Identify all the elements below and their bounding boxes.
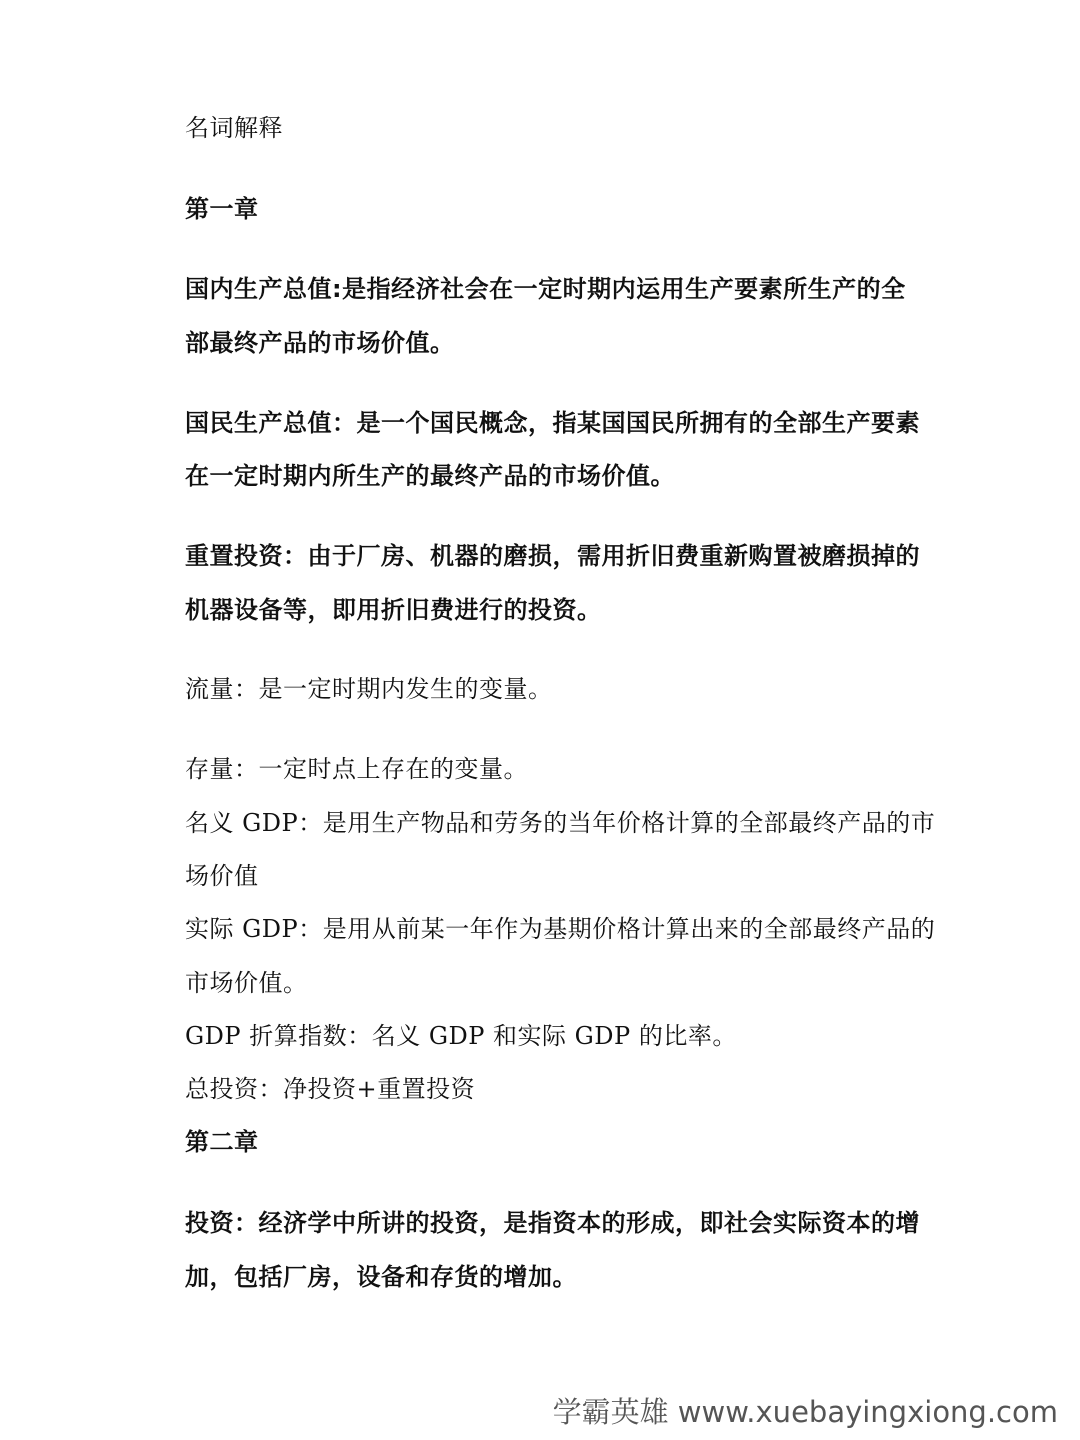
investment-definition-line-2: 加，包括厂房，设备和存货的增加。 <box>185 1263 577 1291</box>
replacement-investment-line-2: 机器设备等，即用折旧费进行的投资。 <box>185 596 602 624</box>
replacement-investment-line-1: 重置投资：由于厂房、机器的磨损，需用折旧费重新购置被磨损掉的 <box>185 542 920 570</box>
stock-definition: 存量：一定时点上存在的变量。 <box>185 755 528 783</box>
gdp-definition-line-1: 国内生产总值:是指经济社会在一定时期内运用生产要素所生产的全 <box>185 275 906 303</box>
investment-definition-line-1: 投资：经济学中所讲的投资，是指资本的形成，即社会实际资本的增 <box>185 1209 920 1237</box>
nominal-gdp-line-1: 名义 GDP：是用生产物品和劳务的当年价格计算的全部最终产品的市 <box>185 809 936 837</box>
chapter-1-heading: 第一章 <box>185 195 259 223</box>
real-gdp-line-2: 市场价值。 <box>185 969 308 997</box>
gross-investment-definition: 总投资：净投资+重置投资 <box>185 1075 476 1103</box>
real-gdp-line-1: 实际 GDP：是用从前某一年作为基期价格计算出来的全部最终产品的 <box>185 915 936 943</box>
site-watermark: 学霸英雄 www.xuebayingxiong.com <box>552 1395 1058 1429</box>
gdp-deflator-definition: GDP 折算指数：名义 GDP 和实际 GDP 的比率。 <box>185 1022 737 1050</box>
chapter-2-heading: 第二章 <box>185 1128 259 1156</box>
flow-definition: 流量：是一定时期内发生的变量。 <box>185 675 553 703</box>
document-title: 名词解释 <box>185 114 283 142</box>
gnp-definition-line-1: 国民生产总值：是一个国民概念，指某国国民所拥有的全部生产要素 <box>185 409 920 437</box>
gdp-definition-line-2: 部最终产品的市场价值。 <box>185 329 455 357</box>
nominal-gdp-line-2: 场价值 <box>185 862 259 890</box>
gnp-definition-line-2: 在一定时期内所生产的最终产品的市场价值。 <box>185 462 675 490</box>
